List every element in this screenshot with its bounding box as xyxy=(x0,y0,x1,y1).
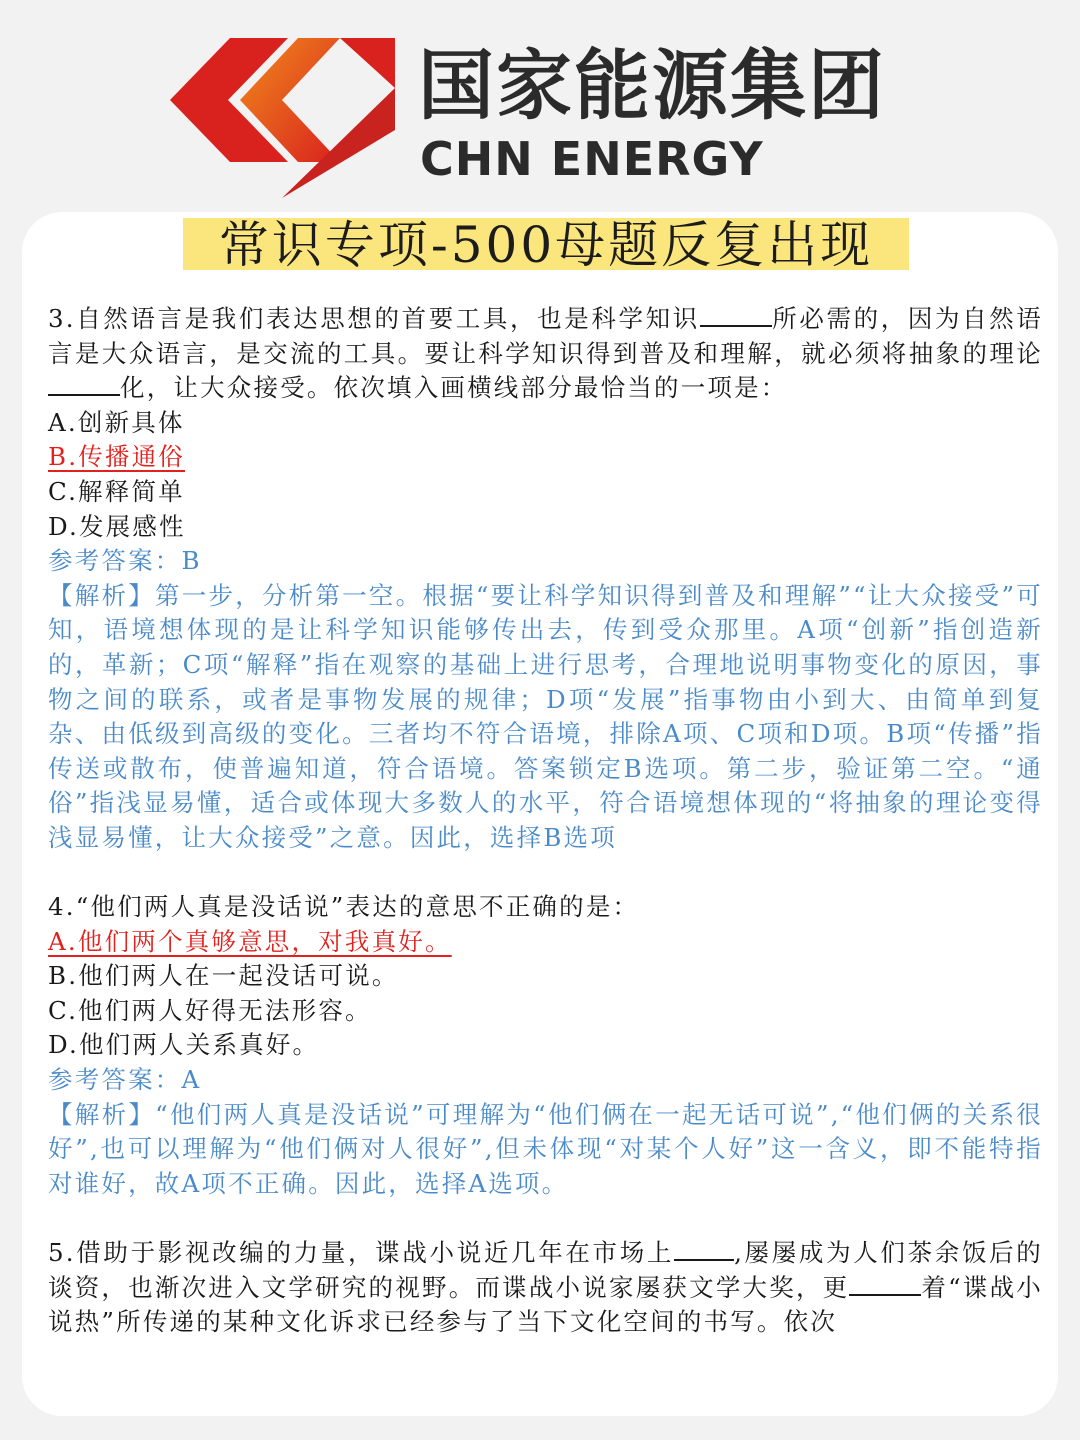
page-title: 常识专项-500母题反复出现 xyxy=(218,216,874,274)
question-stem: 4.“他们两人真是没话说”表达的意思不正确的是： xyxy=(48,892,640,922)
reference-answer: 参考答案：A xyxy=(48,1065,202,1095)
option-d: D.发展感性 xyxy=(48,511,186,541)
option-a-correct: A.他们两个真够意思，对我真好。 xyxy=(48,926,452,956)
question-list xyxy=(48,302,1043,1340)
option-b-correct: B.传播通俗 xyxy=(48,442,185,472)
option-c: C.他们两人好得无法形容。 xyxy=(48,995,372,1025)
chn-energy-logo-icon xyxy=(170,30,395,198)
option-a: A.创新具体 xyxy=(48,407,185,437)
stem-text: ,屡屡成为人们茶余饭后的谈资，也渐次进入文学研究的视野。而谍战小说家屡获文学大奖，更 xyxy=(48,1238,1043,1302)
fill-blank xyxy=(674,1237,734,1261)
explanation: 【解析】第一步，分析第一空。根据“要让科学知识得到普及和理解”“让大众接受”可知，语境想体现的是让科学知识能够传出去，传到受众那里。A项“创新”指创造新的，革新；C项“解释”指在观察的基础上进行思考，合理地说明事物变化的原因，事物之间的联系，或者是事物发展的规律；D项“发展”指事物由小到大、由简单到复杂、由低级到高级的变化。三者均不符合语境，排除A项、C项和D项。B项“传播”指传送或散布，使普遍知道，符合语境。答案锁定B选项。第二步，验证第二空。“通俗”指浅显易懂，适合或体现大多数人的水平，符合语境想体现的“将抽象的理论变得浅显易懂，让大众接受”之意。因此，选择B选项 xyxy=(48,580,1043,852)
spacer xyxy=(48,856,1043,891)
logo-english-name: CHN ENERGY xyxy=(420,132,764,186)
option-b: B.他们两人在一起没话可说。 xyxy=(48,961,399,991)
header xyxy=(0,0,1080,205)
stem-text: 所必需的，因为自然语言是大众语言，是交流的工具。要让科学知识得到普及和理解，就必须将抽象的理论 xyxy=(48,304,1043,368)
explanation: 【解析】“他们两人真是没话说”可理解为“他们俩在一起无话可说”,“他们俩的关系很好”,也可以理解为“他们俩对人很好”,但未体现“对某个人好”这一含义，即不能特指对谁好，故A项不正确。因此，选择A选项。 xyxy=(48,1099,1043,1198)
stem-text: 化，让大众接受。依次填入画横线部分最恰当的一项是： xyxy=(120,373,788,403)
stem-text: 5.借助于影视改编的力量，谍战小说近几年在市场上 xyxy=(48,1238,675,1268)
logo-chinese-name: 国家能源集团 xyxy=(418,41,886,130)
stem-text: 3.自然语言是我们表达思想的首要工具，也是科学知识 xyxy=(48,304,700,333)
question-stem xyxy=(48,1236,1043,1340)
fill-blank xyxy=(700,303,772,327)
reference-answer: 参考答案：B xyxy=(48,546,202,576)
option-c: C.解释简单 xyxy=(48,476,185,506)
option-b-line xyxy=(48,440,1043,475)
stem-text: 着“谍战小说热”所传递的某种文化诉求已经参与了当下文化空间的书写。依次 xyxy=(48,1272,1043,1337)
spacer xyxy=(48,1201,1043,1236)
option-a-line xyxy=(48,925,1043,960)
fill-blank xyxy=(849,1272,921,1296)
fill-blank xyxy=(48,372,120,396)
question-stem xyxy=(48,302,1043,406)
option-d: D.他们两人关系真好。 xyxy=(48,1030,320,1060)
